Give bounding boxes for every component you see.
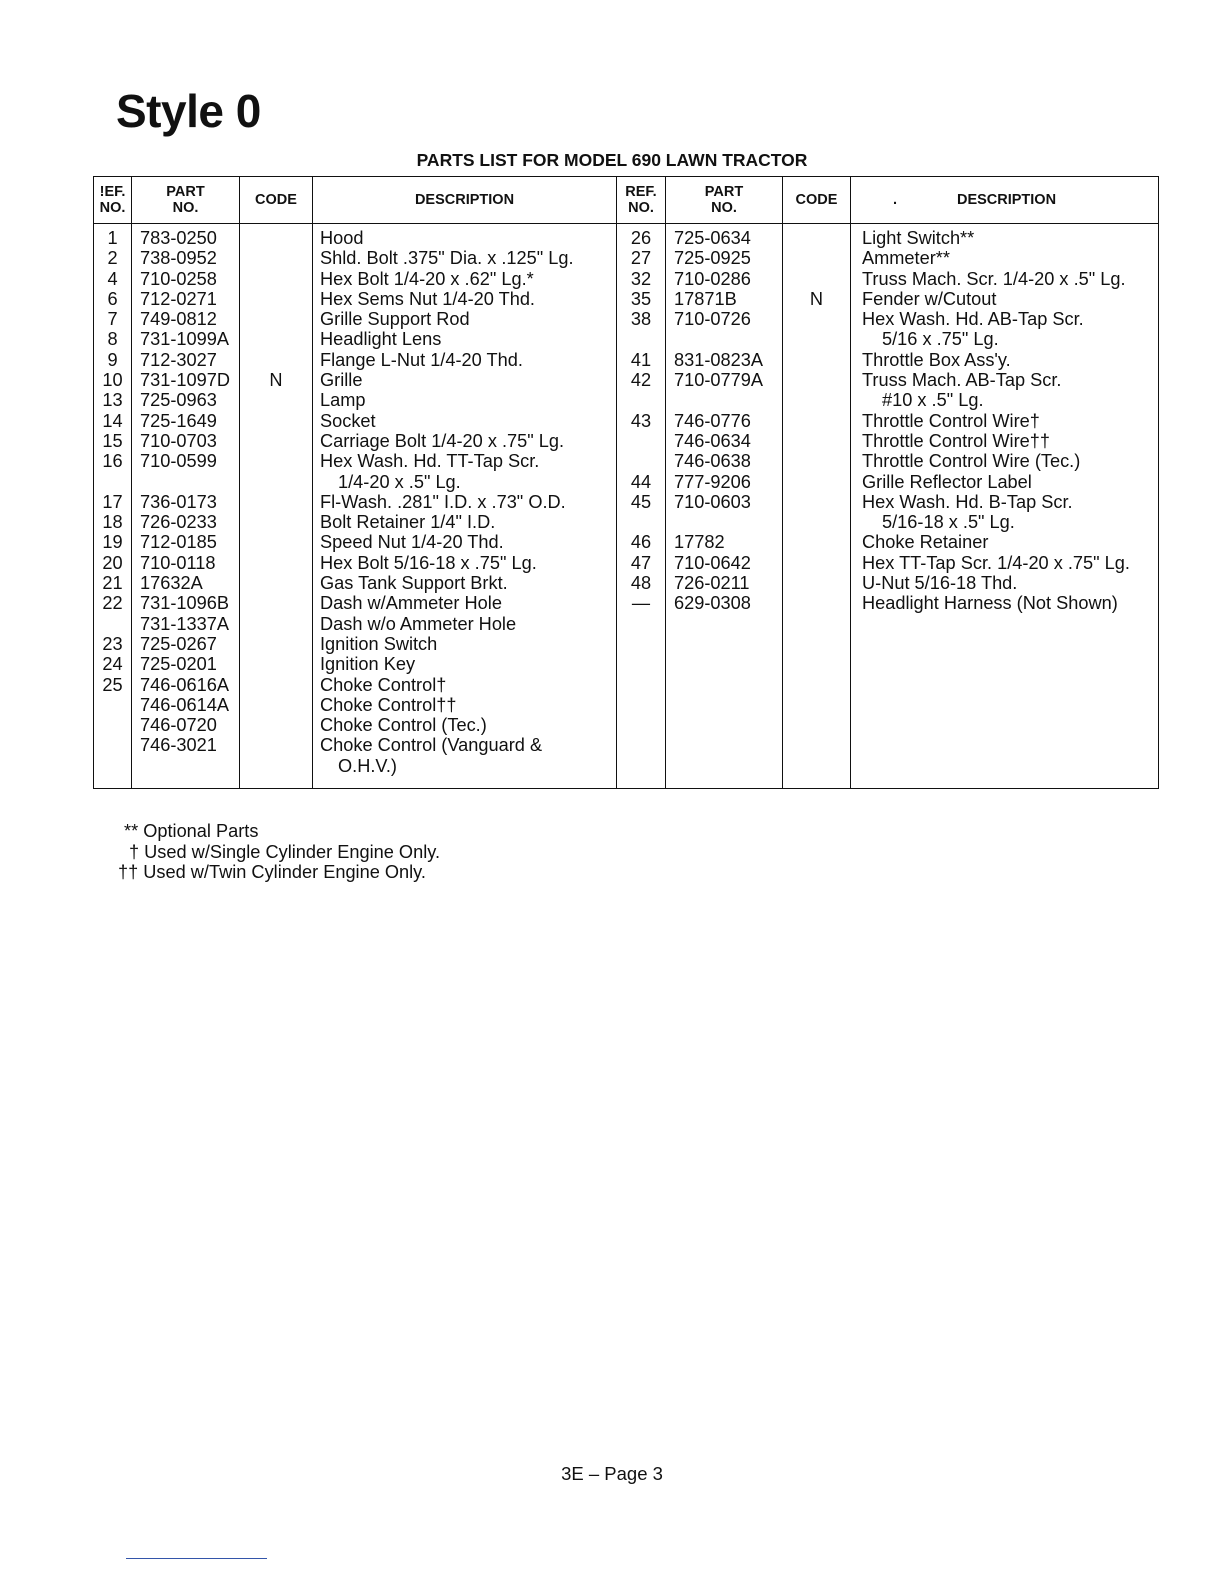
table-cell-line: 710-0603 [674, 491, 751, 512]
table-cell-line [666, 329, 782, 349]
table-cell-line [783, 451, 850, 471]
column-ref-right [617, 224, 666, 789]
table-cell-line: Hex Sems Nut 1/4-20 Thd. [320, 288, 535, 309]
table-cell-line: Hex TT-Tap Scr. 1/4-20 x .75" Lg. [862, 552, 1130, 573]
table-cell-line [240, 492, 312, 512]
table-cell-line [240, 289, 312, 309]
table-cell-line [783, 492, 850, 512]
table-cell-line: 8 [107, 329, 118, 350]
table-cell-line: 749-0812 [140, 309, 217, 330]
table-header-row [94, 177, 1159, 224]
table-cell-line [783, 573, 850, 593]
table-cell-line: Bolt Retainer 1/4" I.D. [320, 512, 496, 533]
parts-table [93, 176, 1159, 789]
table-cell-line [240, 390, 312, 410]
table-cell-line [240, 451, 312, 471]
table-cell-line: 629-0308 [674, 593, 751, 614]
table-cell-line: Hex Wash. Hd. TT-Tap Scr. [320, 451, 540, 472]
table-cell-line: 726-0233 [140, 512, 217, 533]
table-cell-line: Hex Wash. Hd. B-Tap Scr. [862, 491, 1073, 512]
table-cell-line: 712-0185 [140, 532, 217, 553]
table-cell-line: Ignition Switch [320, 633, 438, 654]
table-cell-line: 45 [630, 491, 652, 512]
table-cell-line [617, 329, 665, 349]
table-cell-line: 18 [102, 512, 123, 533]
table-cell-line: 32 [630, 268, 652, 289]
table-cell-line [94, 695, 131, 715]
table-cell-line: 712-3027 [140, 349, 217, 370]
table-cell-line: 725-0634 [674, 228, 751, 248]
table-cell-line [94, 472, 131, 492]
table-cell-line: N [269, 370, 283, 391]
table-cell-line: 6 [107, 288, 118, 309]
table-cell-line: 710-0642 [674, 552, 751, 573]
table-cell-line: Choke Control (Vanguard & [320, 735, 543, 756]
parts-list-heading: PARTS LIST FOR MODEL 690 LAWN TRACTOR [416, 150, 808, 170]
table-cell-line: 41 [630, 349, 652, 370]
table-cell-line [94, 735, 131, 755]
table-cell-line: Truss Mach. Scr. 1/4-20 x .5" Lg. [862, 268, 1126, 289]
table-cell-line: Fl-Wash. .281" I.D. x .73" O.D. [320, 491, 566, 512]
table-cell-line [783, 390, 850, 410]
table-cell-line: Flange L-Nut 1/4-20 Thd. [320, 349, 523, 370]
table-cell-line: 15 [102, 430, 123, 451]
column-desc-right [851, 224, 1159, 789]
table-cell-line: 23 [102, 633, 123, 654]
table-cell-line: 746-0634 [674, 430, 751, 451]
table-cell-line: U-Nut 5/16-18 Thd. [862, 573, 1018, 594]
table-cell-line [240, 228, 312, 248]
table-cell-line: 47 [630, 552, 652, 573]
table-cell-line [132, 472, 239, 492]
table-cell-line [240, 329, 312, 349]
table-cell-line: 2 [107, 248, 118, 269]
table-cell-line: 17632A [140, 573, 203, 594]
table-cell-line [240, 573, 312, 593]
bottom-rule [126, 1558, 267, 1559]
table-cell-line [783, 431, 850, 451]
table-cell-line: 46 [630, 532, 652, 553]
table-cell-line: Light Switch** [862, 228, 975, 248]
footnote: † Used w/Single Cylinder Engine Only. [129, 841, 441, 862]
table-cell-line: 21 [102, 573, 123, 594]
table-cell-line: 710-0118 [140, 552, 216, 573]
page-title: Style 0 [116, 85, 261, 137]
table-cell-line: Grille Reflector Label [862, 471, 1032, 492]
header-description-right: . DESCRIPTION [851, 177, 1159, 224]
header-part-no-left: PART NO. [132, 177, 240, 224]
table-cell-line [240, 593, 312, 613]
table-cell-line [617, 451, 665, 471]
table-cell-line [240, 675, 312, 695]
table-cell-line: Dash w/o Ammeter Hole [320, 613, 517, 634]
table-cell-line: 48 [630, 573, 652, 594]
table-cell-line [783, 309, 850, 329]
table-cell-line: 746-0616A [140, 674, 229, 695]
table-cell-line [240, 532, 312, 552]
table-cell-line: Gas Tank Support Brkt. [320, 573, 508, 594]
table-cell-line: 44 [630, 471, 652, 492]
table-cell-line [666, 512, 782, 532]
table-cell-line [240, 715, 312, 735]
table-cell-line: 710-0286 [674, 268, 751, 289]
table-cell-line: 831-0823A [674, 349, 763, 370]
table-cell-line: Fender w/Cutout [862, 288, 997, 309]
table-cell-line: 725-0267 [140, 633, 217, 654]
table-cell-line [783, 269, 850, 289]
table-cell-line [240, 654, 312, 674]
table-cell-line: Headlight Lens [320, 329, 442, 350]
table-cell-line: 42 [630, 370, 652, 391]
table-cell-line: Hex Wash. Hd. AB-Tap Scr. [862, 309, 1084, 330]
table-cell-line: Choke Control†† [320, 694, 457, 715]
table-cell-line [240, 350, 312, 370]
table-cell-line [783, 329, 850, 349]
table-cell-line: 9 [107, 349, 118, 370]
table-cell-line: 746-3021 [140, 735, 217, 756]
table-cell-line: Speed Nut 1/4-20 Thd. [320, 532, 504, 553]
table-cell-line: 19 [102, 532, 123, 553]
table-cell-line: 1 [107, 228, 118, 248]
table-cell-line: Grille Support Rod [320, 309, 470, 330]
table-cell-line: 746-0720 [140, 715, 217, 736]
table-cell-line: 7 [107, 309, 118, 330]
table-cell-line: Ignition Key [320, 654, 416, 675]
table-cell-line: 712-0271 [140, 288, 217, 309]
table-cell-line: 731-1337A [140, 613, 229, 634]
table-cell-line: 710-0703 [140, 430, 217, 451]
table-cell-line: 710-0258 [140, 268, 217, 289]
header-ref-no-right: REF. NO. [617, 177, 666, 224]
table-cell-line [240, 553, 312, 573]
footnote: ** Optional Parts [124, 821, 259, 841]
table-cell-line: Ammeter** [862, 248, 950, 269]
table-cell-line [240, 431, 312, 451]
table-cell-line [783, 248, 850, 268]
table-cell-line: Carriage Bolt 1/4-20 x .75" Lg. [320, 430, 565, 451]
table-cell-line [617, 390, 665, 410]
table-cell-line: Choke Control (Tec.) [320, 715, 487, 736]
table-cell-line: 27 [630, 248, 652, 269]
table-cell-line: Grille [320, 370, 363, 391]
table-cell-line: Throttle Control Wire (Tec.) [862, 451, 1081, 472]
table-cell-line [783, 411, 850, 431]
column-desc-left [313, 224, 617, 789]
column-ref-left [94, 224, 132, 789]
page-number: 3E – Page 3 [561, 1463, 663, 1484]
table-cell-line: 14 [102, 410, 123, 431]
table-cell-line: Choke Retainer [862, 532, 989, 553]
table-cell-line [666, 390, 782, 410]
table-cell-line: 731-1099A [140, 329, 229, 350]
header-code-left: CODE [240, 177, 313, 224]
table-cell-line [783, 228, 850, 248]
table-cell-line [240, 512, 312, 532]
table-cell-line: 710-0779A [674, 370, 763, 391]
table-cell-line [240, 411, 312, 431]
table-cell-line [240, 309, 312, 329]
table-cell-line: 26 [630, 228, 652, 248]
table-cell-line: 746-0638 [674, 451, 751, 472]
table-cell-line: Throttle Control Wire†† [862, 430, 1051, 451]
column-code-right [783, 224, 851, 789]
table-cell-line: 13 [102, 390, 123, 411]
table-cell-line: N [809, 288, 824, 309]
table-cell-line [783, 370, 850, 390]
table-cell-line: 10 [102, 370, 123, 391]
table-cell-line [240, 472, 312, 492]
table-cell-line: 17871B [674, 288, 737, 309]
table-cell-line: 777-9206 [674, 471, 751, 492]
table-cell-line: 725-0963 [140, 390, 217, 411]
table-cell-line: Truss Mach. AB-Tap Scr. [862, 370, 1062, 391]
column-part-right [666, 224, 783, 789]
table-cell-line: 20 [102, 552, 123, 573]
table-cell-line: 24 [102, 654, 123, 675]
table-cell-line: Hex Bolt 5/16-18 x .75" Lg. [320, 552, 537, 573]
table-cell-line: Socket [320, 410, 376, 431]
table-cell-line: 38 [630, 309, 652, 330]
table-cell-line: 725-0201 [140, 654, 217, 675]
table-cell-line: 746-0614A [140, 694, 229, 715]
table-cell-line: Hood [320, 228, 364, 248]
table-cell-line: 17782 [674, 532, 725, 553]
column-code-left [240, 224, 313, 789]
table-cell-line: Headlight Harness (Not Shown) [862, 593, 1118, 614]
table-cell-line: 43 [630, 410, 652, 431]
table-cell-line [240, 269, 312, 289]
table-cell-line [783, 553, 850, 573]
table-cell-line: 746-0776 [674, 410, 751, 431]
table-cell-line [240, 634, 312, 654]
table-cell-line: 726-0211 [674, 573, 750, 594]
table-cell-line [783, 350, 850, 370]
table-cell-line: 710-0726 [674, 309, 751, 330]
table-cell-line: 22 [102, 593, 123, 614]
table-cell-line [617, 512, 665, 532]
table-cell-line: 35 [630, 288, 652, 309]
table-cell-line [240, 735, 312, 755]
table-cell-line [240, 614, 312, 634]
table-cell-line: 16 [102, 451, 123, 472]
table-cell-line: 731-1097D [140, 370, 230, 391]
table-cell-line [94, 614, 131, 634]
table-cell-line: 725-1649 [140, 410, 217, 431]
table-cell-line: — [631, 593, 651, 614]
header-ref-no-left: !EF. NO. [94, 177, 132, 224]
table-cell-line: 5/16 x .75" Lg. [882, 329, 999, 350]
footnotes [108, 821, 440, 883]
table-cell-line: Choke Control† [320, 674, 447, 695]
table-cell-line [783, 593, 850, 613]
table-cell-line: 731-1096B [140, 593, 229, 614]
header-code-right: CODE [783, 177, 851, 224]
table-cell-line: Throttle Box Ass'y. [862, 349, 1011, 370]
table-cell-line: O.H.V.) [338, 755, 397, 776]
table-cell-line [617, 431, 665, 451]
table-cell-line [240, 695, 312, 715]
table-cell-line: Throttle Control Wire† [862, 410, 1040, 431]
column-part-left [132, 224, 240, 789]
table-cell-line: 738-0952 [140, 248, 217, 269]
table-cell-line: 710-0599 [140, 451, 217, 472]
table-cell-line: #10 x .5" Lg. [882, 390, 984, 411]
footnote: †† Used w/Twin Cylinder Engine Only. [118, 862, 426, 882]
table-cell-line: Lamp [320, 390, 366, 411]
table-cell-line [783, 472, 850, 492]
table-cell-line [240, 248, 312, 268]
table-cell-line: Hex Bolt 1/4-20 x .62" Lg.* [320, 268, 534, 289]
table-cell-line: 736-0173 [140, 491, 217, 512]
table-cell-line [94, 715, 131, 735]
table-cell-line: Dash w/Ammeter Hole [320, 593, 502, 614]
table-cell-line: 725-0925 [674, 248, 751, 269]
table-cell-line: 1/4-20 x .5" Lg. [338, 471, 461, 492]
header-part-no-right: PART NO. [666, 177, 783, 224]
header-description-left: DESCRIPTION [313, 177, 617, 224]
table-body-row [94, 224, 1159, 789]
table-cell-line: 25 [102, 674, 123, 695]
table-cell-line: Shld. Bolt .375" Dia. x .125" Lg. [320, 248, 574, 269]
table-cell-line: 783-0250 [140, 228, 217, 248]
table-cell-line [783, 532, 850, 552]
table-cell-line: 17 [102, 491, 123, 512]
table-cell-line: 4 [107, 268, 118, 289]
table-cell-line: 5/16-18 x .5" Lg. [882, 512, 1015, 533]
table-cell-line [783, 512, 850, 532]
